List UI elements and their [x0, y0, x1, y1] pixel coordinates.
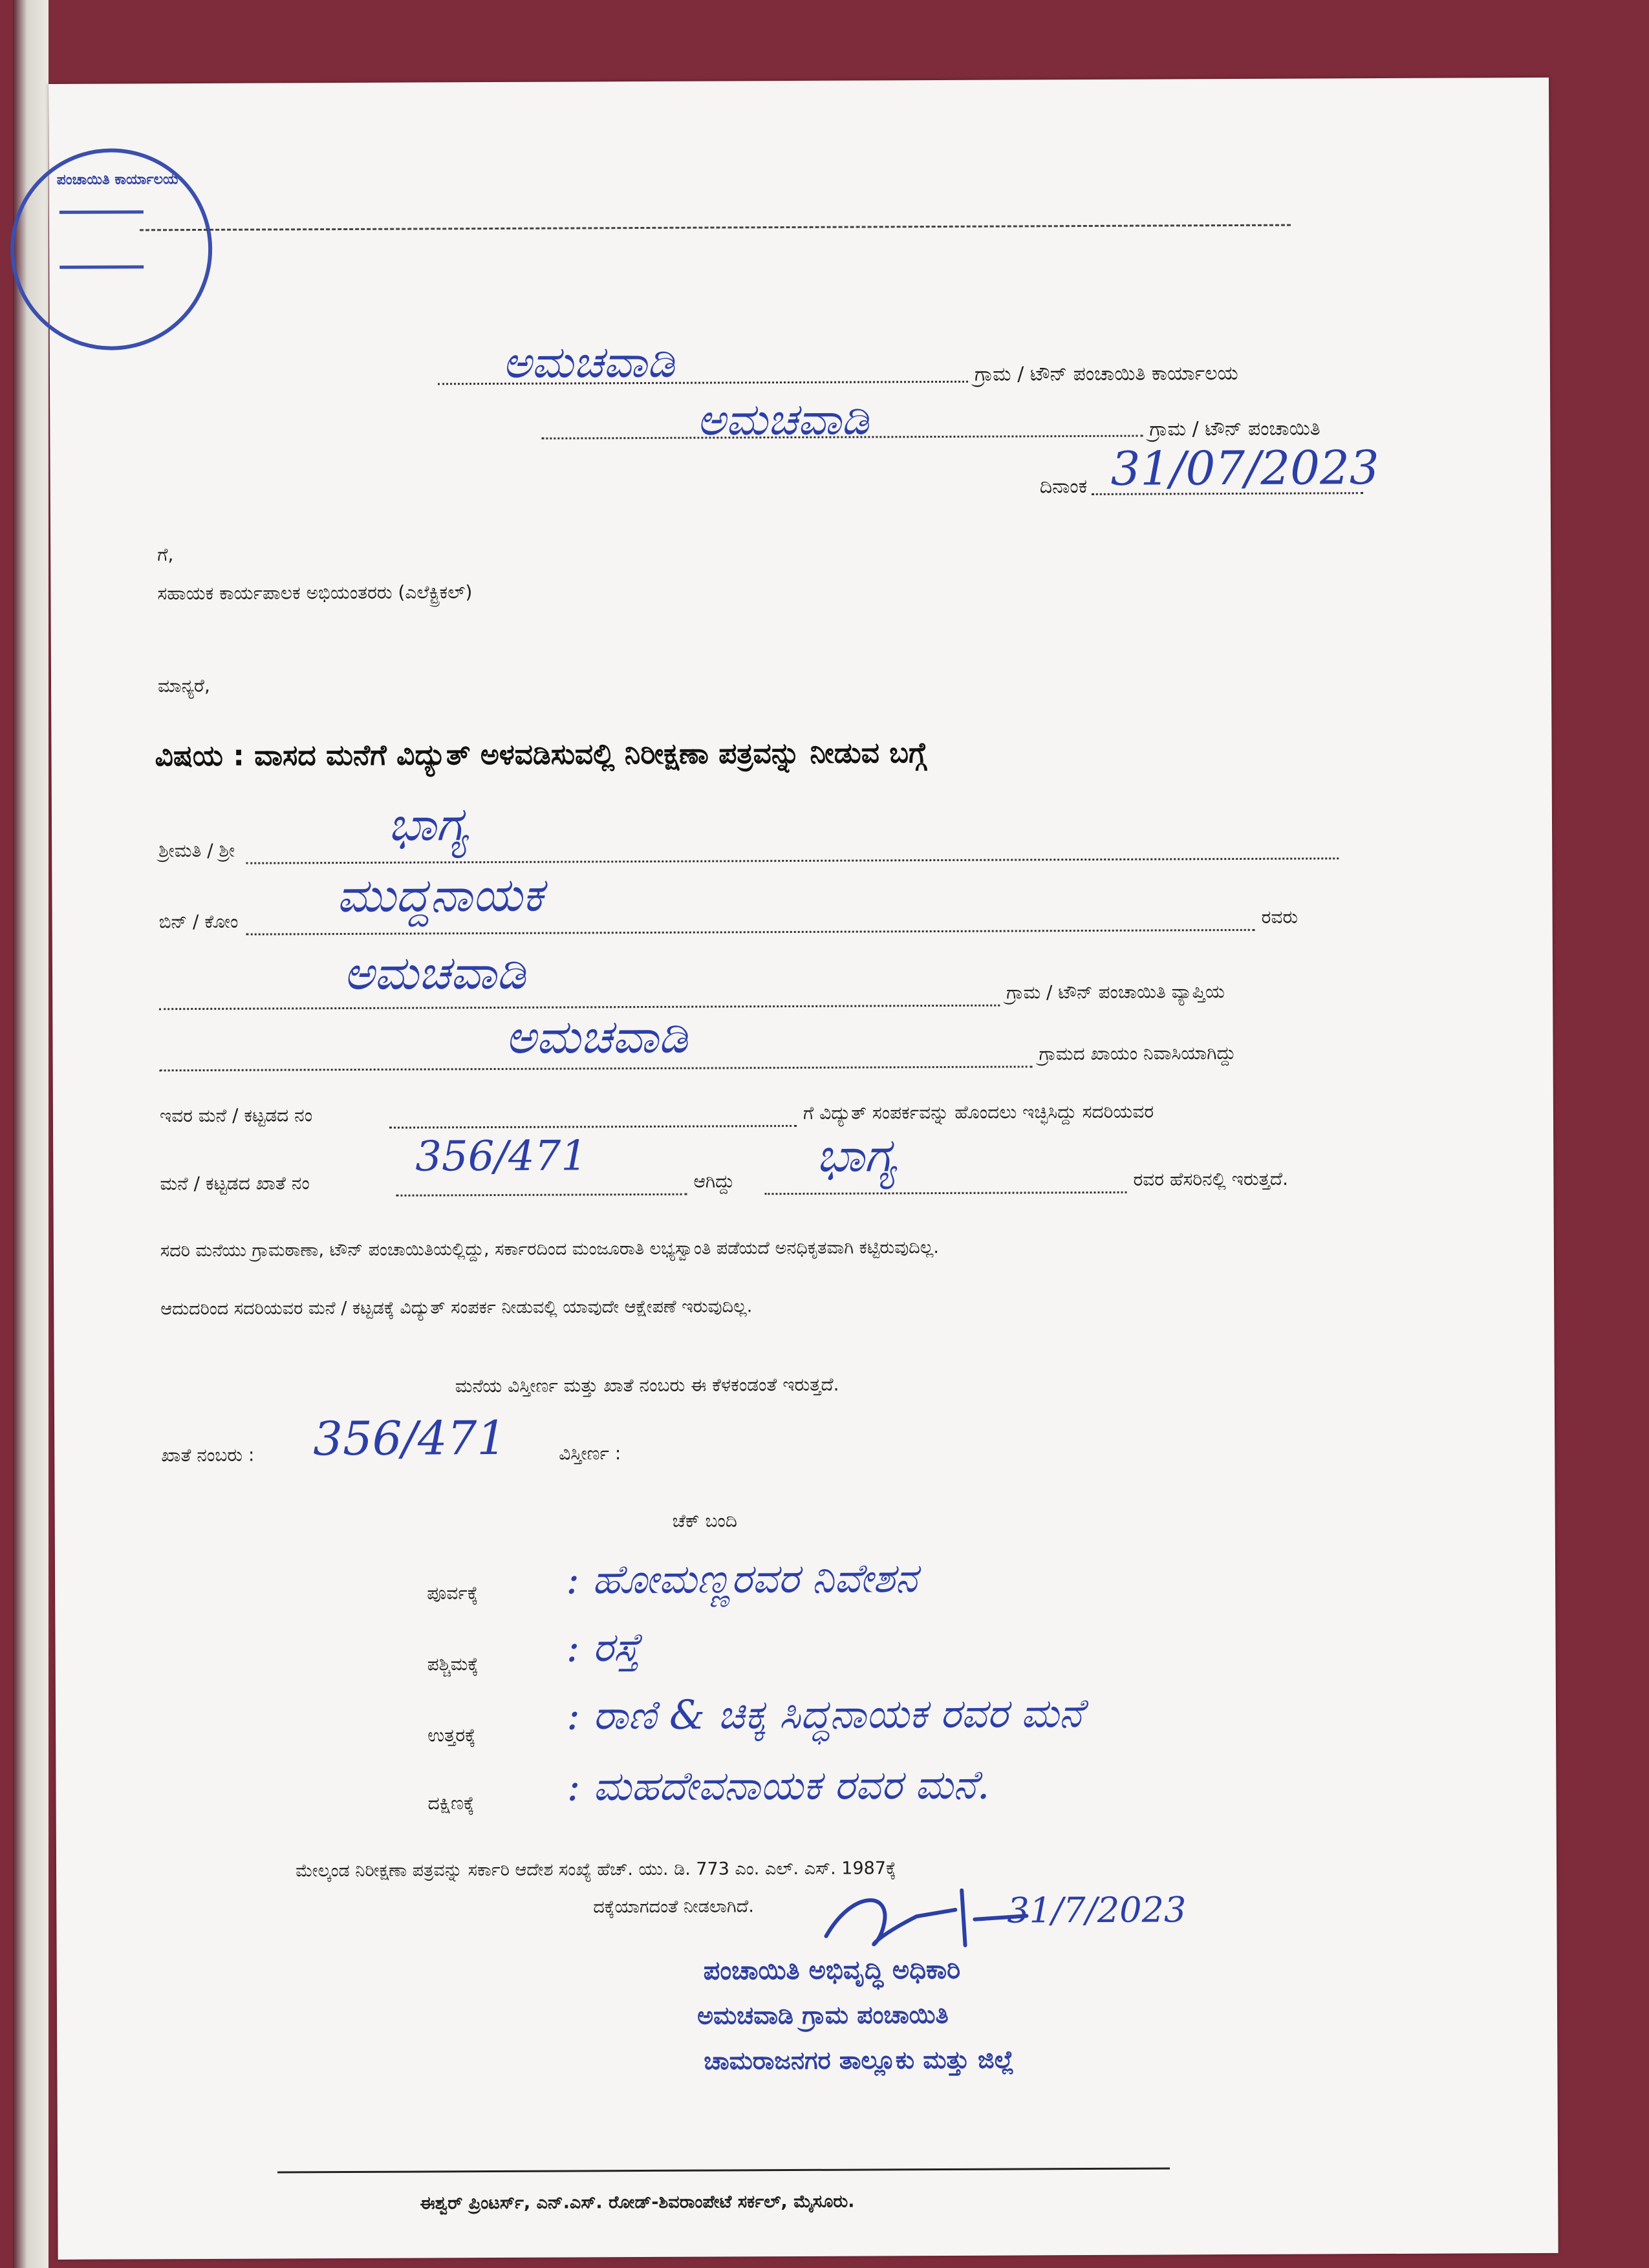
- east-label: ಪೂರ್ವಕ್ಕೆ: [427, 1582, 479, 1604]
- signature-date: 31/7/2023: [1007, 1889, 1187, 1931]
- header-panchayat-office-label: ಗ್ರಾಮ / ಟೌನ್ ಪಂಚಾಯಿತಿ ಕಾರ್ಯಾಲಯ: [974, 361, 1238, 386]
- khata-handwritten: 356/471: [415, 1132, 588, 1181]
- addressee-officer: ಸಹಾಯಕ ಕಾರ್ಯಪಾಲಕ ಅಭಿಯಂತರರು (ಎಲೆಕ್ಟ್ರಿಕಲ್): [157, 581, 473, 604]
- office-seal: [10, 148, 212, 350]
- dotted-line: [246, 929, 1255, 936]
- area-label: ವಿಸ್ತೀರ್ಣ :: [559, 1442, 621, 1464]
- house-suffix: ಗೆ ವಿದ್ಯುತ್ ಸಂಪರ್ಕವನ್ನು ಹೊಂದಲು ಇಚ್ಛಿಸಿದ್ದು ಸದರಿಯವರ: [803, 1100, 1154, 1124]
- dotted-line: [389, 1125, 797, 1129]
- south-value: : ಮಹದೇವನಾಯಕ ರವರ ಮನೆ.: [566, 1760, 990, 1810]
- header-panchayat-handwritten: ಅಮಚವಾಡಿ: [696, 394, 869, 446]
- khata-no-label: ಖಾತೆ ನಂಬರು :: [161, 1444, 255, 1466]
- north-label: ಉತ್ತರಕ್ಕೆ: [427, 1724, 476, 1746]
- khata-label: ಮನೆ / ಕಟ್ಟಡದ ಖಾತೆ ನಂ: [160, 1172, 310, 1195]
- date-handwritten: 31/07/2023: [1110, 440, 1379, 496]
- document-page: [48, 78, 1558, 2260]
- owner-handwritten: ಭಾಗ್ಯ: [816, 1128, 896, 1182]
- dotted-line: [396, 1193, 687, 1197]
- village-handwritten: ಅಮಚವಾಡಿ: [505, 1009, 688, 1064]
- left-paper-edge: [13, 0, 48, 2268]
- body-line-1: ಸದರಿ ಮನೆಯು ಗ್ರಾಮಠಾಣಾ, ಟೌನ್ ಪಂಚಾಯಿತಿಯಲ್ಲಿದ್ದು, ಸರ್ಕಾರದಿಂದ ಮಂಜೂರಾತಿ ಲಭ್ಯಸ್ವಾಂತಿ ಪಡೆಯದೆ ಅನಧಿಕೃತವಾಗಿ ಕಟ್ಟಿರುವುದಿಲ್ಲ.: [160, 1237, 940, 1261]
- footer-printer: ಈಶ್ವರ್ ಪ್ರಿಂಟರ್ಸ್, ಎನ್.ಎಸ್. ರೋಡ್-ಶಿವರಾಂಪೇಟೆ ಸರ್ಕಲ್, ಮೈಸೂರು.: [420, 2191, 855, 2214]
- house-label: ಇವರ ಮನೆ / ಕಟ್ಟಡದ ನಂ: [159, 1104, 313, 1127]
- addressee-to: ಗೆ,: [157, 544, 174, 566]
- name-label: ಶ್ರೀಮತಿ / ಶ್ರೀ: [158, 839, 235, 862]
- jurisdiction-handwritten: ಅಮಚವಾಡಿ: [343, 945, 526, 1001]
- body-line-2: ಆದುದರಿಂದ ಸದರಿಯವರ ಮನೆ / ಕಟ್ಟಡಕ್ಕೆ ವಿದ್ಯುತ್ ಸಂಪರ್ಕ ನೀಡುವಲ್ಲಿ ಯಾವುದೇ ಆಕ್ಷೇಪಣೆ ಇರುವುದಿಲ್ಲ.: [160, 1296, 753, 1320]
- jurisdiction-suffix: ಗ್ರಾಮ / ಟೌನ್ ಪಂಚಾಯಿತಿ ವ್ಯಾಪ್ತಿಯ: [1006, 981, 1225, 1003]
- boundaries-title: ಚೆಕ್ ಬಂದಿ: [672, 1510, 738, 1532]
- west-value: : ರಸ್ತೆ: [566, 1623, 640, 1671]
- village-suffix: ಗ್ರಾಮದ ಖಾಯಂ ನಿವಾಸಿಯಾಗಿದ್ದು: [1039, 1042, 1236, 1065]
- header-village-handwritten: ಅಮಚವಾಡಿ: [502, 336, 675, 389]
- aagiddu-text: ಆಗಿದ್ದು: [693, 1170, 735, 1192]
- east-value: : ಹೋಮಣ್ಣರವರ ನಿವೇಶನ: [565, 1554, 918, 1603]
- father-handwritten: ಮುದ್ದನಾಯಕ: [336, 867, 544, 923]
- seal-text: ಪಂಚಾಯಿತಿ ಕಾರ್ಯಾಲಯ: [56, 171, 178, 188]
- footer-divider: [277, 2167, 1170, 2173]
- owner-suffix: ರವರ ಹೆಸರಿನಲ್ಲಿ ಇರುತ್ತದೆ.: [1133, 1168, 1289, 1190]
- north-value: : ರಾಣಿ & ಚಿಕ್ಕ ಸಿದ್ಧನಾಯಕ ರವರ ಮನೆ: [566, 1689, 1083, 1739]
- header-panchayat-label: ಗ್ರಾಮ / ಟೌನ್ ಪಂಚಾಯಿತಿ: [1149, 417, 1320, 441]
- name-handwritten: ಭಾಗ್ಯ: [387, 797, 468, 851]
- dotted-line: [246, 857, 1339, 864]
- father-suffix: ರವರು: [1261, 906, 1299, 928]
- salutation: ಮಾನ್ಯರೆ,: [157, 674, 210, 697]
- date-label: ದಿನಾಂಕ: [1039, 475, 1088, 498]
- khata-no-handwritten: 356/471: [312, 1410, 507, 1466]
- closing-line-1: ಮೇಲ್ಕಂಡ ನಿರೀಕ್ಷಣಾ ಪತ್ರವನ್ನು ಸರ್ಕಾರಿ ಆದೇಶ ಸಂಖ್ಯೆ ಹೆಚ್. ಯು. ಡಿ. 773 ಎಂ. ಎಲ್. ಎಸ್. 1987ಕ್ಕೆ: [295, 1858, 896, 1881]
- subject-line: ವಿಷಯ : ವಾಸದ ಮನೆಗೆ ವಿದ್ಯುತ್ ಅಳವಡಿಸುವಲ್ಲಿ ನಿರೀಕ್ಷಣಾ ಪತ್ರವನ್ನು ನೀಡುವ ಬಗ್ಗೆ: [155, 736, 927, 773]
- stamp-line-3: ಚಾಮರಾಜನಗರ ತಾಲ್ಲೂಕು ಮತ್ತು ಜಿಲ್ಲೆ: [704, 2045, 1015, 2075]
- top-divider: [140, 224, 1291, 231]
- closing-line-2: ದಕ್ಕೆಯಾಗದಂತೆ ನೀಡಲಾಗಿದೆ.: [593, 1896, 754, 1918]
- stamp-line-1: ಪಂಚಾಯಿತಿ ಅಭಿವೃದ್ಧಿ ಅಧಿಕಾರಿ: [703, 1954, 961, 1986]
- father-label: ಬಿನ್ / ಕೋಂ: [158, 910, 239, 933]
- west-label: ಪಶ್ಚಿಮಕ್ಕೆ: [427, 1653, 479, 1675]
- dotted-line: [160, 1065, 1033, 1071]
- south-label: ದಕ್ಷಿಣಕ್ಕೆ: [427, 1792, 475, 1814]
- stamp-line-2: ಅಮಚವಾಡಿ ಗ್ರಾಮ ಪಂಚಾಯಿತಿ: [696, 2000, 949, 2030]
- dotted-line: [764, 1192, 1126, 1195]
- details-intro: ಮನೆಯ ವಿಸ್ತೀರ್ಣ ಮತ್ತು ಖಾತೆ ನಂಬರು ಈ ಕೆಳಕಂಡಂತೆ ಇರುತ್ತದೆ.: [455, 1373, 839, 1397]
